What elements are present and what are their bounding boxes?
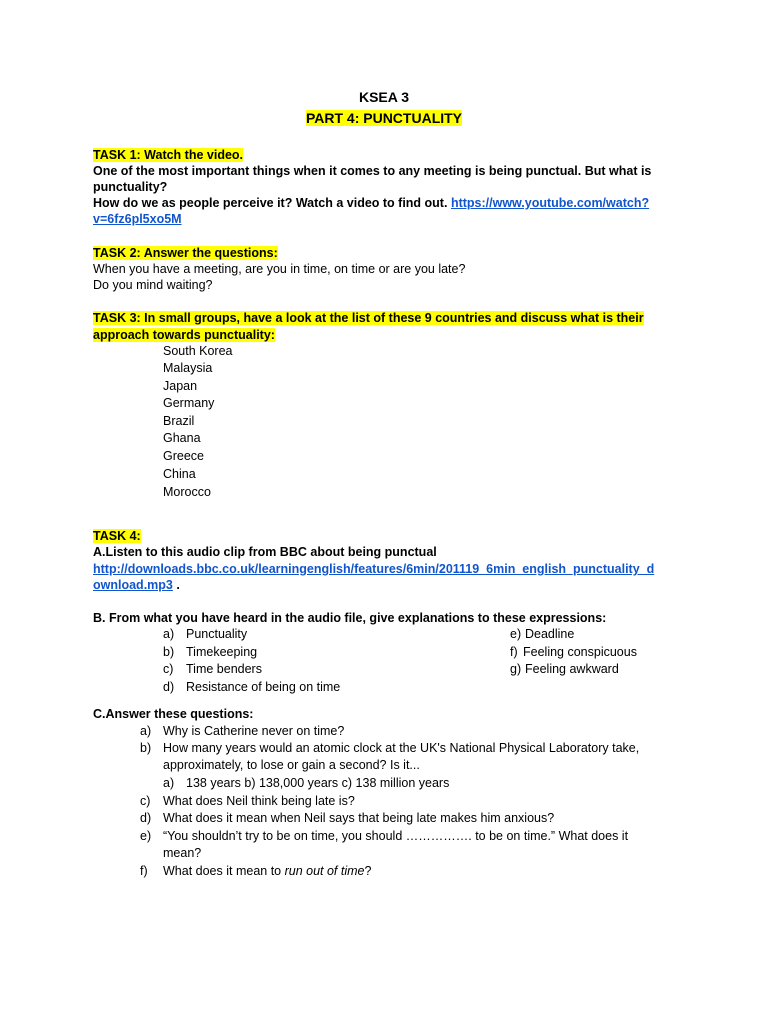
question-marker: a) [140, 724, 152, 738]
expression-item: Deadline [525, 627, 575, 641]
sub-option-marker: a) [163, 776, 175, 790]
question-text-line1: “You shouldn’t try to be on time, you should ……………. to be on time.” What does it [163, 829, 629, 843]
task1-heading-text: TASK 1: Watch the video. [93, 148, 244, 162]
task1-heading [93, 147, 243, 164]
question-marker: d) [140, 811, 152, 825]
question-text: Why is Catherine never on time? [163, 724, 345, 738]
question-marker: c) [140, 794, 151, 808]
country-item: Morocco [163, 485, 211, 499]
task1-video-link-cont[interactable]: v=6fz6pl5xo5M [93, 212, 182, 226]
question-text [163, 863, 371, 880]
expression-item: Feeling conspicuous [523, 645, 637, 659]
task2-heading-text: TASK 2: Answer the questions: [93, 246, 278, 260]
question-text-italic: run out of time [284, 864, 365, 878]
question-text: What does it mean when Neil says that being late makes him anxious? [163, 811, 555, 825]
expression-item: Feeling awkward [525, 662, 619, 676]
task1-line1b: punctuality? [93, 180, 168, 194]
task1-line2 [93, 195, 649, 212]
task4-a-link-line2 [93, 577, 180, 594]
sub-option-text: 138 years b) 138,000 years c) 138 million years [186, 776, 450, 790]
page-title: KSEA 3 [358, 89, 410, 105]
expression-marker: b) [163, 645, 175, 659]
bbc-audio-link-cont[interactable]: ownload.mp3 [93, 578, 173, 592]
task4-b-heading: B. From what you have heard in the audio file, give explanations to these expressions: [93, 611, 607, 625]
task4-c-heading: C.Answer these questions: [93, 707, 254, 721]
task1-line1a-text: One of the most important things when it comes to any meeting is being punctual. But what is [93, 164, 652, 178]
expression-marker: g) [510, 662, 522, 676]
expression-marker: a) [163, 627, 175, 641]
bbc-audio-link[interactable]: http://downloads.bbc.co.uk/learningenglish/features/6min/201119_6min_english_punctuality_d [93, 562, 655, 576]
country-item: Ghana [163, 431, 201, 445]
country-item: Brazil [163, 414, 195, 428]
page-subtitle [0, 110, 768, 127]
task3-heading-line2-text: approach towards punctuality: [93, 328, 275, 342]
country-item: Germany [163, 396, 215, 410]
question-text: What does Neil think being late is? [163, 794, 355, 808]
expression-item: Resistance of being on time [186, 680, 341, 694]
task4-a-text: A.Listen to this audio clip from BBC about being punctual [93, 545, 437, 559]
question-marker: f) [140, 864, 148, 878]
expression-marker: c) [163, 662, 174, 676]
expression-marker: e) [510, 627, 522, 641]
task2-question-1: When you have a meeting, are you in time, on time or are you late? [93, 262, 466, 276]
task1-line2-text: How do we as people perceive it? Watch a video to find out. [93, 196, 448, 210]
task1-video-link[interactable]: https://www.youtube.com/watch? [450, 196, 650, 210]
question-marker: e) [140, 829, 152, 843]
task1-link-cont [93, 211, 182, 228]
expression-item: Time benders [186, 662, 262, 676]
country-item: Japan [163, 379, 198, 393]
question-text-line1: How many years would an atomic clock at the UK's National Physical Laboratory take, [163, 741, 640, 755]
country-item: South Korea [163, 344, 233, 358]
task3-heading-line1-text: TASK 3: In small groups, have a look at the list of these 9 countries and discuss what is their [93, 311, 644, 325]
task4-heading [93, 528, 141, 545]
task1-line1a [93, 163, 673, 180]
country-item: Greece [163, 449, 204, 463]
question-marker: b) [140, 741, 152, 755]
country-item: China [163, 467, 196, 481]
expression-marker: f) [510, 645, 518, 659]
task4-a-link-line1 [93, 561, 654, 578]
question-text-line2: approximately, to lose or gain a second? Is it... [163, 758, 420, 772]
question-text-after: ? [364, 864, 372, 878]
country-item: Malaysia [163, 361, 213, 375]
expression-item: Timekeeping [186, 645, 258, 659]
task2-question-2: Do you mind waiting? [93, 278, 213, 292]
question-text-line2: mean? [163, 846, 202, 860]
expression-marker: d) [163, 680, 175, 694]
question-text-before: What does it mean to [163, 864, 285, 878]
page-subtitle-highlight: PART 4: PUNCTUALITY [305, 110, 463, 126]
task4-a-link-after: . [172, 578, 180, 592]
task4-heading-text: TASK 4: [93, 529, 141, 543]
task2-heading [93, 245, 278, 262]
expression-item: Punctuality [186, 627, 248, 641]
task3-heading-line2 [93, 327, 275, 344]
task3-heading-line1 [93, 310, 644, 327]
